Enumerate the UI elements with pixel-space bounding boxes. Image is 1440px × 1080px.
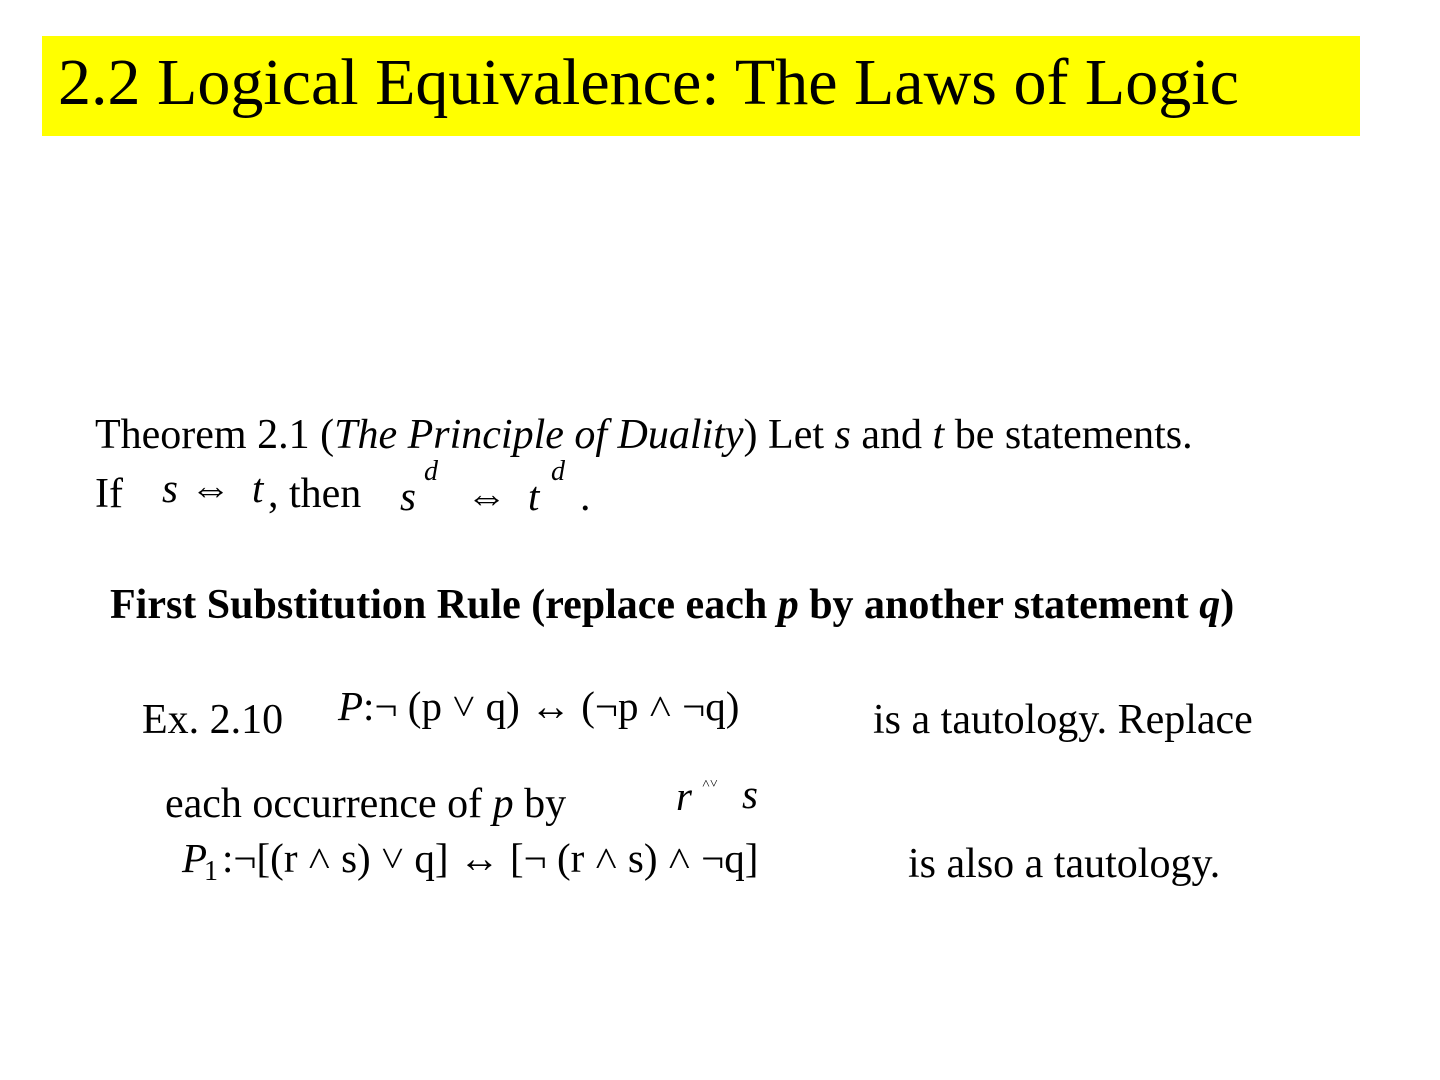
- example-tautology-text: is a tautology. Replace: [873, 697, 1253, 743]
- theorem-then: , then: [268, 471, 362, 517]
- theorem-period: .: [580, 474, 591, 520]
- theorem-line2-equiv2: ⇔: [466, 473, 507, 519]
- occurrence-by: by: [513, 781, 567, 827]
- rule-suffix: ): [1220, 582, 1235, 628]
- theorem-name: The Principle of Duality: [334, 412, 744, 458]
- rule-var-p: p: [777, 582, 799, 628]
- theorem-sup-d2: d: [551, 456, 565, 487]
- theorem-label: Theorem 2.1 (: [95, 412, 335, 458]
- replacement-r: r: [676, 773, 692, 819]
- each-occurrence-text: each occurrence of: [165, 781, 493, 827]
- theorem-line2-td: t: [528, 473, 540, 519]
- p1-P: P: [182, 835, 208, 881]
- theorem-var-t: t: [932, 412, 945, 458]
- theorem-var-s: s: [834, 412, 851, 458]
- p1-subscript: 1: [204, 856, 218, 887]
- theorem-line2-t: t: [252, 465, 264, 511]
- theorem-after-name: ) Let: [743, 412, 835, 458]
- example-formula: [338, 683, 740, 729]
- example-label: Ex. 2.10: [142, 697, 284, 743]
- title-banner: [42, 36, 1360, 136]
- theorem-line-1: [95, 414, 1193, 456]
- theorem-rest: be statements.: [944, 412, 1193, 458]
- theorem-sup-d1: d: [424, 456, 438, 487]
- formula-P: P: [338, 683, 364, 729]
- each-occurrence-line: [165, 783, 566, 825]
- p1-tautology-text: is also a tautology.: [908, 841, 1221, 887]
- theorem-line2-equiv: ⇔: [190, 465, 231, 511]
- replacement-op: ˄˅: [702, 777, 718, 792]
- theorem-if: If: [95, 471, 123, 517]
- theorem-line2-sd: s: [400, 473, 416, 519]
- page-title: 2.2 Logical Equivalence: The Laws of Logic: [58, 46, 1239, 119]
- rule-var-q: q: [1199, 582, 1221, 628]
- occurrence-var-p: p: [492, 781, 514, 827]
- rule-prefix: First Substitution Rule (replace each: [110, 582, 778, 628]
- substitution-rule-heading: [110, 584, 1234, 626]
- theorem-line2-s: s: [162, 465, 178, 511]
- p1-formula: :¬[(r ˄ s) ˅ q] ↔ [¬ (r ˄ s) ˄ ¬q]: [222, 835, 759, 881]
- replacement-s: s: [742, 771, 758, 817]
- formula-body: :¬ (p ˅ q) ↔ (¬p ˄ ¬q): [363, 683, 740, 729]
- theorem-and: and: [850, 412, 933, 458]
- rule-mid: by another statement: [798, 582, 1200, 628]
